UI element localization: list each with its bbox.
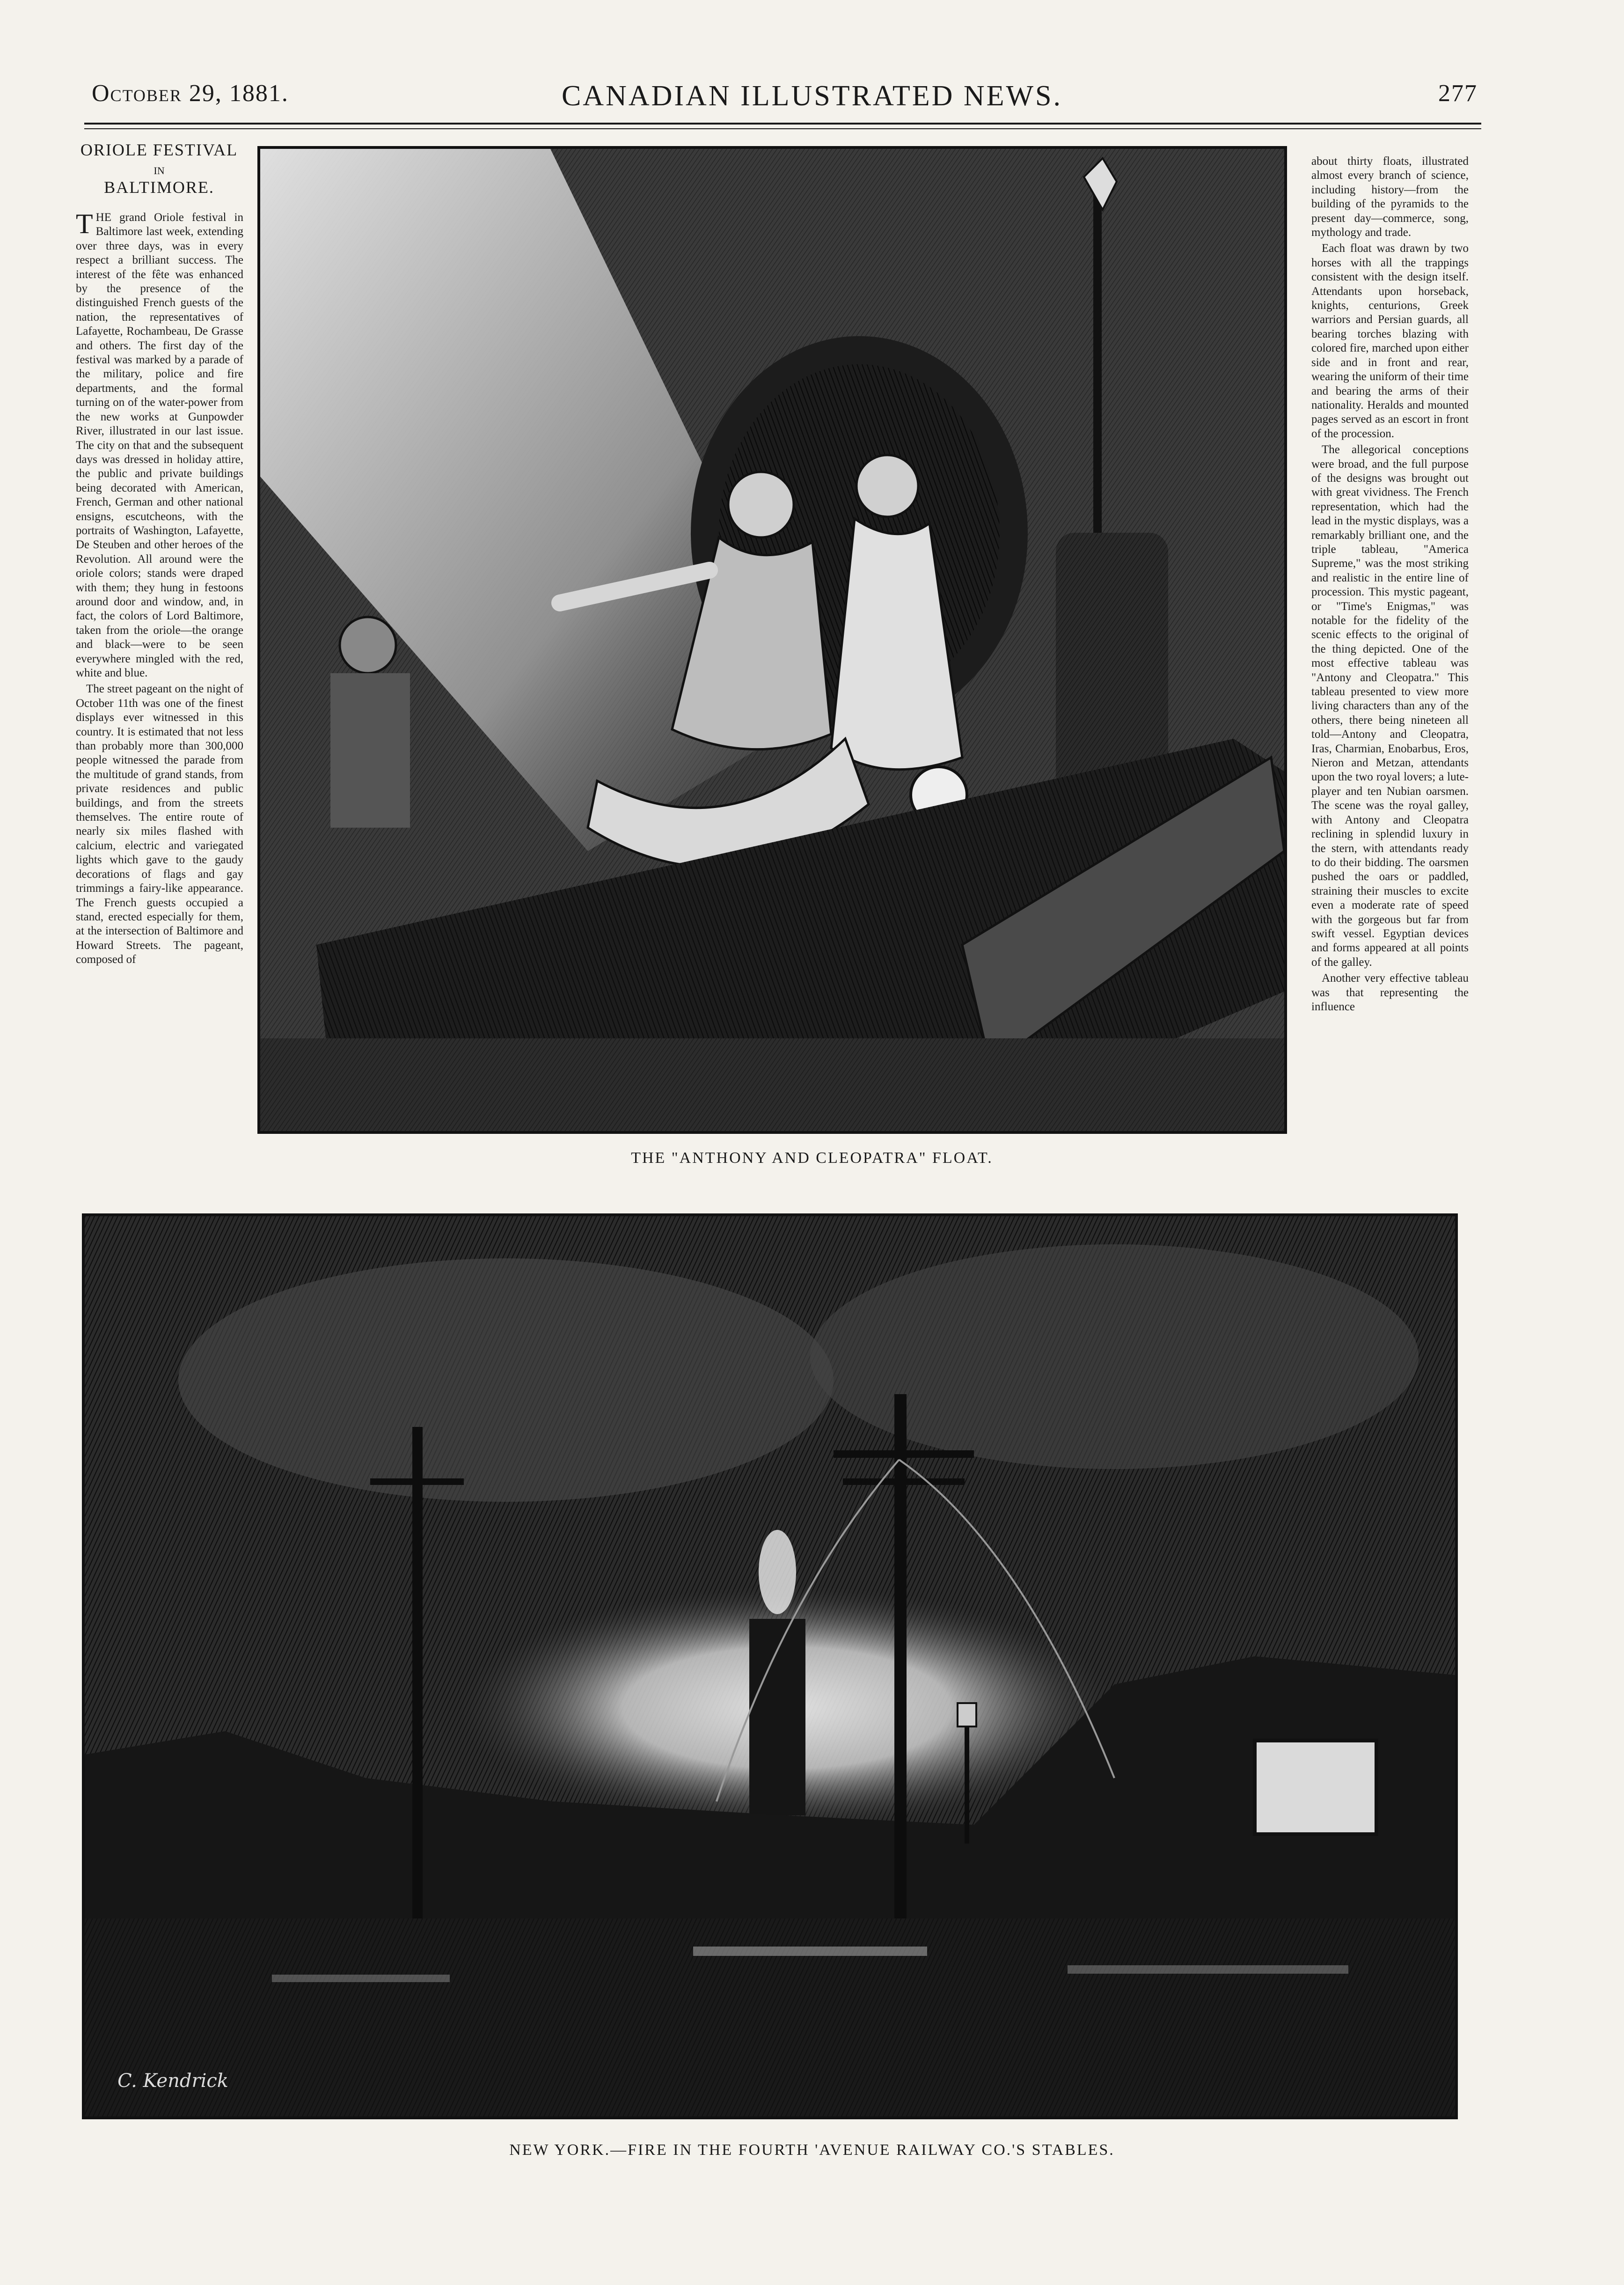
header-rule-top [84,123,1481,125]
article-left-column [76,211,243,1161]
stables-fire-drawing [85,1216,1455,2116]
article-paragraph: THE grand Oriole festival in Baltimore last week, extending over three days, was in every respect a brilliant success. The interest of the fête was enhanced by the presence of the distinguished French guests of the nation, the representatives of Lafayette, Rochambeau, De Grasse and others. The first day of the festival was marked by a parade of the military, police and fire departments, and the formal turning on of the water-power from the new works at Gunpowder River, illustrated in our last issue. The city on that and the subsequent days was dressed in holiday attire, the public and private buildings being decorated with American, French, German and other national ensigns, escutcheons, with the portraits of Washington, Lafayette, De Steuben and other heroes of the Revolution. All around were the oriole colors; stands were draped with them; they hung in festoons around door and window, and, in fact, the colors of Lord Baltimore, taken from the oriole—the orange and black—were to be seen everywhere mingled with the red, white and blue. [76,211,243,679]
article-paragraph: The allegorical conceptions were broad, and the full purpose of the designs was brought out with great vividness. The French representation, which had the lead in the mystic displays, was a remarkably brilliant one, and the triple tableau, "America Supreme," was the most striking and realistic in the entire line of procession. This mystic pageant, or "Time's Enigmas," was notable for the fidelity of the scenic effects to the original of the thing depicted. One of the most effective tableau was "Antony and Cleopatra." This tableau presented to view more living characters than any of the others, there being nineteen all told—Antony and Cleopatra, Iras, Charmian, Enobarbus, Eros, Nieron and Metzan, attendants upon the two royal lovers; a lute-player and ten Nubian oarsmen. The scene was the royal galley, with Antony and Cleopatra reclining in splendid luxury in the stern, with attendants ready to do their bidding. The oarsmen pushed the oars or paddled, straining their muscles to excite even a moderate rate of speed with the gorgeous but far from swift vessel. Egyptian devices and forms appeared at all points of the galley. [1311,443,1469,969]
article-right-column [1311,154,1469,1175]
article-paragraph: Another very effective tableau was that representing the influence [1311,972,1469,1013]
article-paragraph: The street pageant on the night of October 11th was one of the finest displays ever witnessed in this country. It is estimated that not less than probably more than 300,000 people witnessed the parade from the multitude of grand stands, from private residences and public buildings, and from the streets themselves. The entire route of nearly six miles flashed with calcium, electric and variegated lights which gave to the gaudy decorations of flags and gay trimmings a fairy-like appearance. The French guests occupied a stand, erected especially for them, at the intersection of Baltimore and Howard Streets. The pageant, composed of [76,683,243,966]
article-subtitle: IN [154,165,165,176]
page-number: 277 [1438,80,1478,107]
bottom-illustration-caption: NEW YORK.—FIRE IN THE FOURTH 'AVENUE RAILWAY CO.'S STABLES. [509,2141,1115,2159]
article-paragraph: Each float was drawn by two horses with all the trappings consistent with the design itself. Attendants upon horseback, knights, centurions, Greek warriors and Persian guards, all bearing torches blazing with colored fire, marched upon either side and in front and rear, wearing the uniform of their time and bearing the arms of their nationality. Heralds and mounted pages served as an escort in front of the procession. [1311,242,1469,440]
cleopatra-float-engraving [257,146,1287,1134]
issue-date: October 29, 1881. [92,80,289,107]
stables-fire-engraving [82,1213,1458,2119]
article-place: BALTIMORE. [104,178,214,197]
artist-signature: C. Kendrick [117,2070,229,2092]
cleopatra-float-drawing [260,149,1284,1131]
article-paragraph: about thirty floats, illustrated almost every branch of science, including history—from the building of the pyramids to the present day—commerce, song, mythology and trade. [1311,155,1469,239]
masthead-title: CANADIAN ILLUSTRATED NEWS. [561,80,1063,112]
article-title: ORIOLE FESTIVAL [80,140,238,159]
header-rule-bottom [84,128,1481,129]
top-illustration-caption: THE "ANTHONY AND CLEOPATRA" FLOAT. [631,1149,993,1167]
